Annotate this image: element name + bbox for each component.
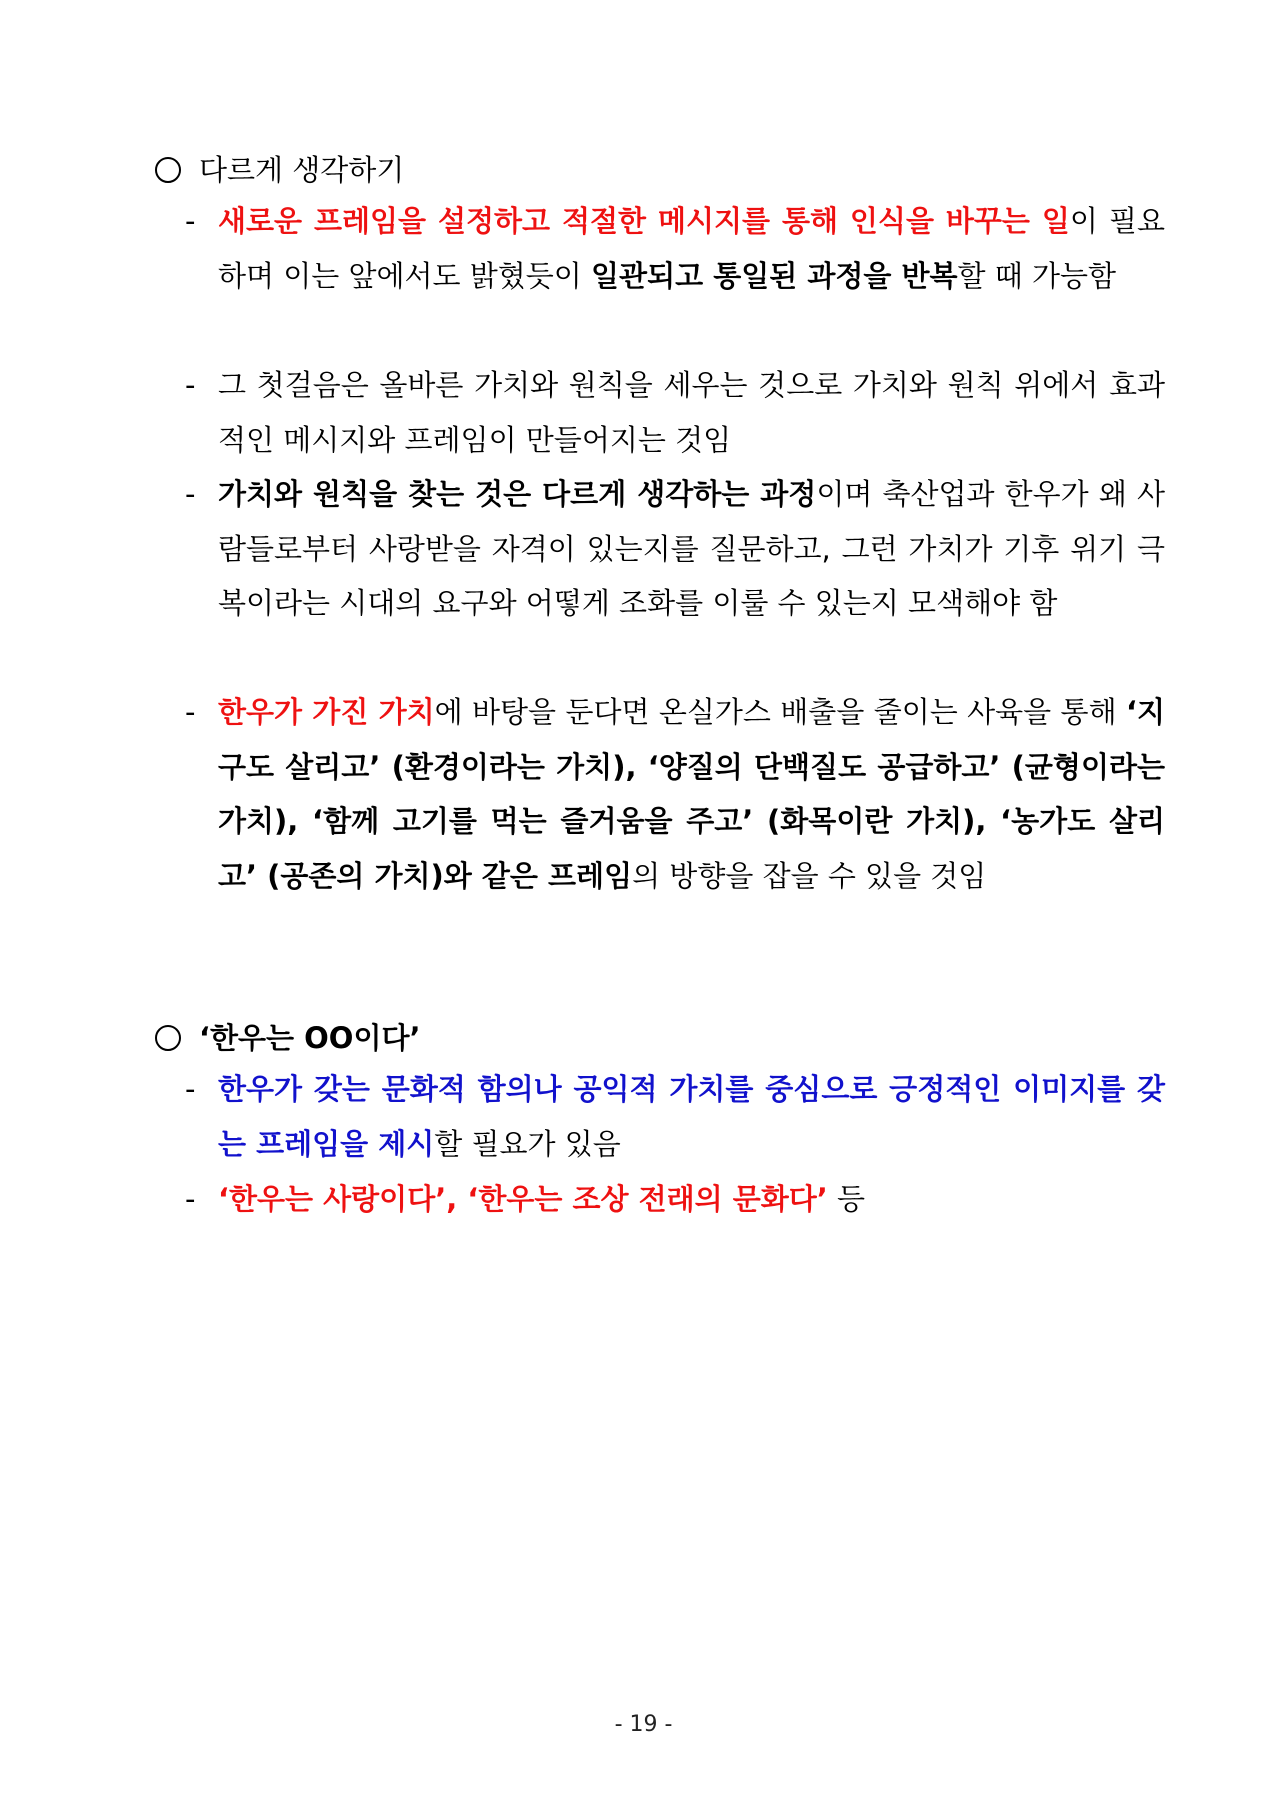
text-segment: 등 (827, 1182, 866, 1216)
section-title: 다르게 생각하기 (199, 153, 405, 187)
bullet-item (185, 467, 1165, 631)
circle-bullet-icon (155, 1025, 181, 1051)
dash-marker: - (185, 1182, 196, 1216)
text-segment: 할 필요가 있음 (434, 1126, 621, 1161)
text-segment: 한우가 갖는 문화적 함의나 공익적 가치를 중심으로 긍정적인 이미지를 갖는 프레임을 제시 (218, 1072, 1165, 1161)
text-segment: 한우가 가진 가치 (218, 695, 435, 729)
bullet-item (185, 358, 1165, 467)
bullet-text (218, 194, 1165, 303)
bullet-item (185, 194, 1165, 303)
text-segment: 새로운 프레임을 설정하고 적절한 메시지를 통해 인식을 바꾸는 일 (218, 204, 1070, 238)
bullet-item (185, 1062, 1165, 1171)
bullet-text (218, 1062, 1165, 1171)
text-segment: 일관되고 통일된 과정을 반복 (591, 258, 958, 293)
text-segment: 의 방향을 잡을 수 있을 것임 (632, 858, 987, 893)
dash-marker: - (185, 695, 196, 729)
bullet-text (218, 358, 1165, 467)
dash-marker: - (185, 204, 196, 238)
text-segment: 가치와 원칙을 찾는 것은 다르게 생각하는 과정 (218, 477, 817, 511)
text-segment: ‘지구도 살리고’ (환경이라는 가치), ‘양질의 단백질도 공급하고’ (균형이라는 가치), ‘함께 고기를 먹는 즐거움을 주고’ (화목이란 가치), ‘농가도 살리고’ (공존의 가치)와 같은 프레임 (218, 695, 1165, 893)
section-title: ‘한우는 OO이다’ (199, 1021, 421, 1055)
dash-marker: - (185, 1072, 196, 1106)
bullet-item (185, 685, 1165, 903)
bullet-text (218, 467, 1165, 631)
section-heading-hanwoo-is (155, 1018, 421, 1058)
text-segment: 에 바탕을 둔다면 온실가스 배출을 줄이는 사육을 통해 (434, 695, 1126, 729)
text-segment: ‘한우는 사랑이다’, ‘한우는 조상 전래의 문화다’ (218, 1182, 828, 1216)
bullet-text (218, 1172, 1165, 1227)
text-segment: 그 첫걸음은 올바른 가치와 원칙을 세우는 것으로 가치와 원칙 위에서 효과적인 메시지와 프레임이 만들어지는 것임 (218, 368, 1165, 457)
bullet-item (185, 1172, 1165, 1227)
section-heading-think-differently (155, 150, 404, 190)
text-segment: 이며 축산업과 한우가 왜 사람들로부터 사랑받을 자격이 있는지를 질문하고, 그런 가치가 기후 위기 극복이라는 시대의 요구와 어떻게 조화를 이룰 수 있는지 모색해야 함 (218, 477, 1165, 620)
page-number: - 19 - (614, 1712, 673, 1737)
bullet-text (218, 685, 1165, 903)
text-segment: 이 필요하며 이는 앞에서도 밝혔듯이 (218, 204, 1165, 293)
dash-marker: - (185, 368, 196, 402)
circle-bullet-icon (155, 157, 181, 183)
text-segment: 할 때 가능함 (957, 258, 1117, 293)
dash-marker: - (185, 477, 196, 511)
